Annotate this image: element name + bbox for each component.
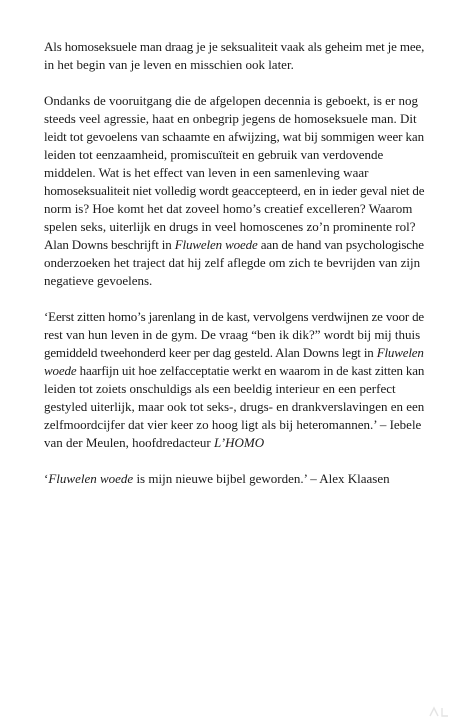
text-run: steeds veel agressie, haat en onbegrip jegens de homoseksuele man. Dit: [44, 111, 417, 126]
text-run: leidt tot gevoelens van schaamte en afwijzing, wat bij sommigen weer kan: [44, 129, 425, 144]
text-line: [44, 56, 424, 74]
text-line: [44, 38, 424, 56]
text-run: haarfijn uit hoe zelfacceptatie werkt en waarom in de kast zitten kan: [76, 363, 425, 378]
paragraph: [44, 470, 424, 488]
italic-text: Fluwelen woede: [174, 237, 258, 252]
text-line: [44, 326, 424, 344]
text-run: rest van hun leven in de gym. De vraag “ben ik dik?” wordt bij mij thuis: [44, 327, 421, 342]
text-line: [44, 470, 424, 488]
text-run: norm is? Hoe komt het dat zoveel homo’s creatief excelleren? Waarom: [44, 201, 413, 216]
text-run: van der Meulen, hoofdredacteur: [44, 435, 215, 450]
text-line: [44, 200, 424, 218]
text-run: Als homoseksuele man draag je je seksualiteit vaak als geheim met je mee,: [44, 39, 425, 54]
text-run: leiden tot eenzaamheid, promiscuïteit en gebruik van verdovende: [44, 147, 384, 162]
text-run: onderzoeken het traject dat hij zelf aflegde om zich te bevrijden van zijn: [44, 255, 421, 270]
text-line: [44, 128, 424, 146]
italic-text: Fluwelen: [376, 345, 424, 360]
text-run: ‘Eerst zitten homo’s jarenlang in de kast, vervolgens verdwijnen ze voor de: [44, 309, 425, 324]
text-run: in het begin van je leven en misschien ook later.: [44, 57, 294, 72]
text-run: is mijn nieuwe bijbel geworden.’ – Alex Klaasen: [133, 471, 390, 486]
text-line: [44, 92, 424, 110]
text-line: [44, 416, 424, 434]
text-line: [44, 272, 424, 290]
text-line: [44, 236, 424, 254]
text-line: [44, 344, 424, 362]
text-run: homoseksualiteit niet volledig wordt geaccepteerd, en in ieder geval niet de: [44, 183, 425, 198]
text-run: zelfmoordcijfer dat vier keer zo hoog ligt als bij heteromannen.’ – Iebele: [44, 417, 422, 432]
paragraph: [44, 38, 424, 74]
text-line: [44, 380, 424, 398]
text-line: [44, 182, 424, 200]
text-run: leiden tot zoiets onschuldigs als een beeldig interieur en een perfect: [44, 381, 396, 396]
text-line: [44, 362, 424, 380]
italic-text: L’HOMO: [214, 435, 265, 450]
text-line: [44, 254, 424, 272]
text-run: Alan Downs beschrijft in: [44, 237, 175, 252]
paragraph: [44, 308, 424, 452]
text-run: spelen seks, uiterlijk en drugs in veel homoscenes zo’n prominente rol?: [44, 219, 416, 234]
paragraph: [44, 92, 424, 290]
text-line: [44, 110, 424, 128]
corner-watermark-icon: [428, 704, 452, 720]
text-line: [44, 164, 424, 182]
text-line: [44, 434, 424, 452]
text-line: [44, 398, 424, 416]
text-line: [44, 146, 424, 164]
text-line: [44, 308, 424, 326]
italic-text: Fluwelen woede: [48, 471, 134, 486]
text-run: middelen. Wat is het effect van leven in een samenleving waar: [44, 165, 369, 180]
text-run: ‘: [44, 471, 49, 486]
text-run: aan de hand van psychologische: [257, 237, 424, 252]
text-line: [44, 218, 424, 236]
text-run: Ondanks de vooruitgang die de afgelopen decennia is geboekt, is er nog: [44, 93, 418, 108]
italic-text: woede: [44, 363, 77, 378]
document-body: [44, 38, 424, 506]
text-run: gemiddeld tweehonderd keer per dag gesteld. Alan Downs legt in: [44, 345, 377, 360]
text-run: negatieve gevoelens.: [44, 273, 153, 288]
text-run: gestyled uiterlijk, maar ook tot seks-, drugs- en drankverslavingen en een: [44, 399, 425, 414]
